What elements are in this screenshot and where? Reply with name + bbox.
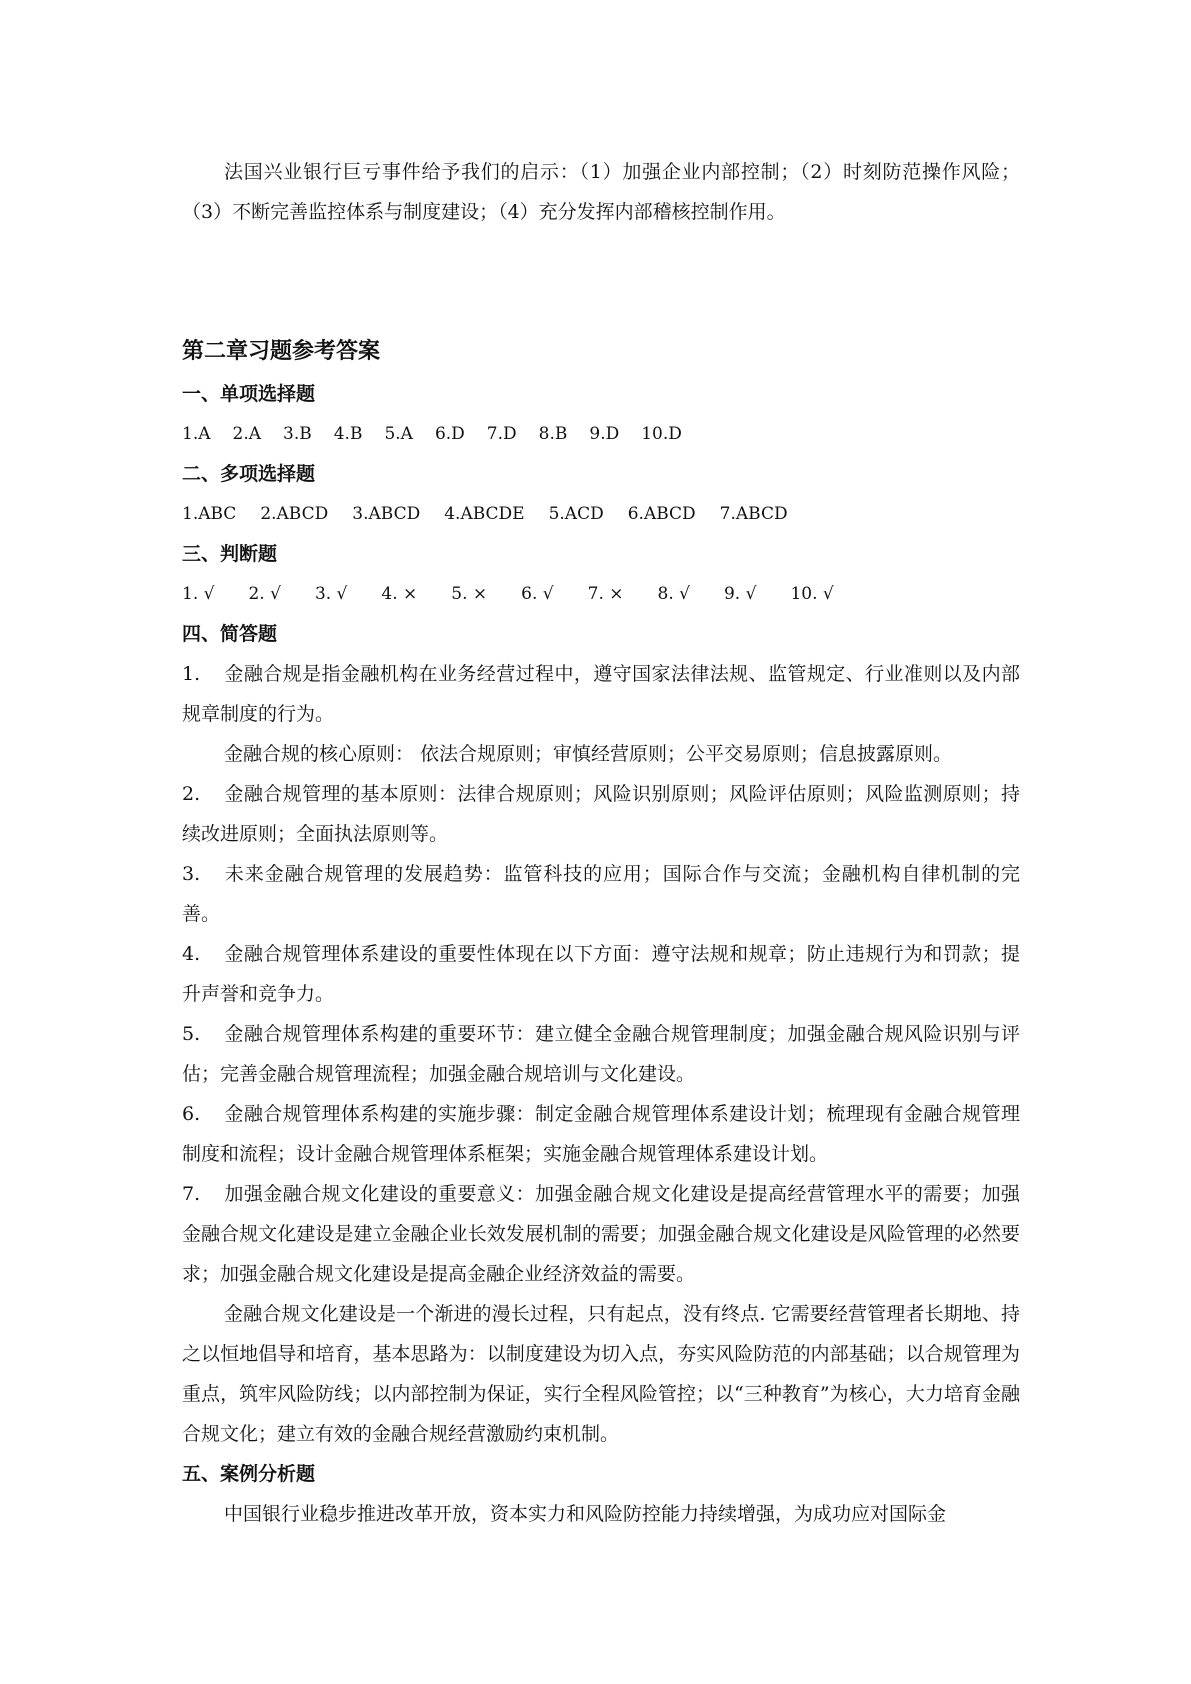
answer-item: 7.ABCD xyxy=(719,504,788,524)
chapter-title: 第二章习题参考答案 xyxy=(182,339,381,364)
case-analysis-paragraph: 中国银行业稳步推进改革开放，资本实力和风险防控能力持续增强，为成功应对国际金 xyxy=(224,1503,947,1525)
item-number: 4. xyxy=(182,943,201,965)
answer-item: 7. × xyxy=(587,584,624,604)
short-answer-paragraph: 金融合规的核心原则： 依法合规原则；审慎经营原则；公平交易原则；信息披露原则。 xyxy=(224,743,953,765)
true-false-heading: 三、判断题 xyxy=(182,543,278,565)
answer-item: 5.ACD xyxy=(548,504,604,524)
answer-item: 6.ABCD xyxy=(627,504,696,524)
answer-item: 9.D xyxy=(589,424,620,444)
short-answer-item xyxy=(182,854,1020,934)
answer-item: 4.B xyxy=(333,424,363,444)
answer-item: 6. √ xyxy=(521,584,554,604)
answer-item: 4.ABCDE xyxy=(444,504,525,524)
short-answer-item xyxy=(182,1094,1020,1174)
answer-item: 1.A xyxy=(182,424,211,444)
page-content xyxy=(182,152,1020,1534)
multi-choice-heading: 二、多项选择题 xyxy=(182,463,316,485)
item-number: 5. xyxy=(182,1023,201,1045)
answer-item: 6.D xyxy=(434,424,465,444)
short-answer-item xyxy=(182,774,1020,854)
short-answer-paragraph: 金融合规文化建设是一个渐进的漫长过程，只有起点，没有终点. 它需要经营管理者长期地、持之以恒地倡导和培育，基本思路为：以制度建设为切入点，夯实风险防范的内部基础；以合规管理为重点，筑牢风险防线；以内部控制为保证，实行全程风险管控；以“三种教育”为核心，大力培育金融合规文化；建立有效的金融合规经营激励约束机制。 xyxy=(182,1303,1020,1445)
item-text: 加强金融合规文化建设的重要意义：加强金融合规文化建设是提高经营管理水平的需要；加强金融合规文化建设是建立金融企业长效发展机制的需要；加强金融合规文化建设是风险管理的必然要求；加强金融合规文化建设是提高金融企业经济效益的需要。 xyxy=(182,1183,1020,1285)
answer-item: 2.ABCD xyxy=(260,504,329,524)
answer-item: 10.D xyxy=(641,424,682,444)
answer-item: 8.B xyxy=(538,424,568,444)
item-text: 金融合规管理体系建设的重要性体现在以下方面：遵守法规和规章；防止违规行为和罚款；提升声誉和竞争力。 xyxy=(182,943,1020,1005)
item-number: 1. xyxy=(182,663,201,685)
short-answer-item xyxy=(182,1174,1020,1294)
item-text: 金融合规管理的基本原则：法律合规原则；风险识别原则；风险评估原则；风险监测原则；持续改进原则；全面执法原则等。 xyxy=(182,783,1020,845)
single-choice-heading: 一、单项选择题 xyxy=(182,383,316,405)
answer-item: 5.A xyxy=(384,424,413,444)
answer-item: 4. × xyxy=(381,584,418,604)
true-false-answers xyxy=(182,574,1020,614)
short-answer-heading: 四、简答题 xyxy=(182,623,278,645)
answer-item: 3.ABCD xyxy=(352,504,421,524)
answer-item: 8. √ xyxy=(657,584,690,604)
answer-item: 2. √ xyxy=(248,584,281,604)
item-number: 7. xyxy=(182,1183,201,1205)
answer-item: 2.A xyxy=(232,424,261,444)
section-gap xyxy=(182,232,1020,330)
short-answer-item xyxy=(182,934,1020,1014)
answer-item: 5. × xyxy=(451,584,488,604)
item-number: 3. xyxy=(182,863,201,885)
answer-item: 10. √ xyxy=(790,584,834,604)
case-analysis-heading: 五、案例分析题 xyxy=(182,1463,316,1485)
short-answer-item xyxy=(182,654,1020,734)
item-text: 金融合规是指金融机构在业务经营过程中，遵守国家法律法规、监管规定、行业准则以及内部规章制度的行为。 xyxy=(182,663,1020,725)
item-text: 未来金融合规管理的发展趋势：监管科技的应用；国际合作与交流；金融机构自律机制的完善。 xyxy=(182,863,1020,925)
item-number: 6. xyxy=(182,1103,201,1125)
answer-item: 7.D xyxy=(486,424,517,444)
answer-item: 1. √ xyxy=(182,584,215,604)
answer-item: 3. √ xyxy=(314,584,348,604)
intro-paragraph: 法国兴业银行巨亏事件给予我们的启示：（1）加强企业内部控制；（2）时刻防范操作风险；（3）不断完善监控体系与制度建设；（4）充分发挥内部稽核控制作用。 xyxy=(182,161,1020,223)
item-text: 金融合规管理体系构建的实施步骤：制定金融合规管理体系建设计划；梳理现有金融合规管理制度和流程；设计金融合规管理体系框架；实施金融合规管理体系建设计划。 xyxy=(182,1103,1020,1165)
answer-item: 9. √ xyxy=(723,584,757,604)
single-choice-answers xyxy=(182,414,1020,454)
short-answer-item xyxy=(182,1014,1020,1094)
item-number: 2. xyxy=(182,783,201,805)
answer-item: 3.B xyxy=(283,424,312,444)
item-text: 金融合规管理体系构建的重要环节：建立健全金融合规管理制度；加强金融合规风险识别与评估；完善金融合规管理流程；加强金融合规培训与文化建设。 xyxy=(182,1023,1020,1085)
answer-item: 1.ABC xyxy=(182,504,237,524)
multi-choice-answers xyxy=(182,494,1020,534)
